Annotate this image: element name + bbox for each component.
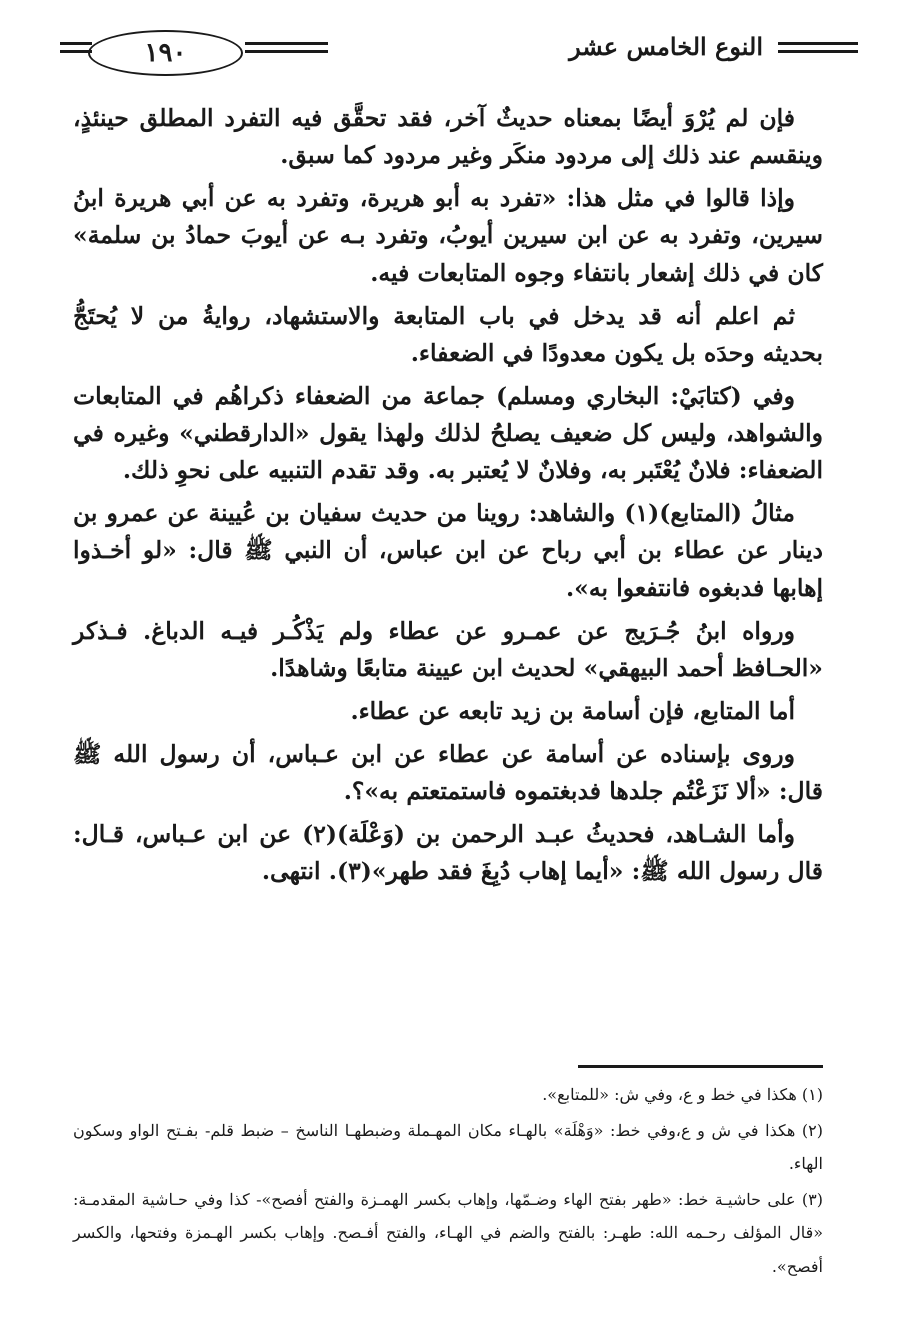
footnote: (١) هكذا في خط و ع، وفي ش: «للمتابع». <box>542 1085 823 1104</box>
footnotes <box>73 1078 823 1286</box>
paragraph: وفي (كتابَيْ: البخاري ومسلم) جماعة من الضعفاء ذكراهُم في المتابعات والشواهد، وليس كل ضعيف يصلحُ لذلك ولهذا يقول «الدارقطني» وغيره في الضعفاء: فلانٌ يُعْتَبر به، وفلانٌ لا يُعتبر به. وقد تقدم التنبيه على نحوِ ذلك. <box>73 381 823 485</box>
paragraph: وأما الشـاهد، فحديثُ عبـد الرحمن بن (وَعْلَة)(٢) عن ابن عـباس، قـال: قال رسول الله ﷺ: «أيما إهاب دُبِغَ فقد طهر»(٣). انتهى. <box>73 820 823 886</box>
page-number-oval <box>88 30 243 76</box>
paragraph: مثالُ (المتابع)(١) والشاهد: روينا من حديث سفيان بن عُيينة عن عمرو بن دينار عن عطاء بن أبي رباح عن ابن عباس، أن النبي ﷺ قال: «لو أخـذوا إهابها فدبغوه فانتفعوا به». <box>73 499 823 602</box>
footnote: (٣) على حاشيـة خط: «طهر بفتح الهاء وضـمّها، وإهاب بكسر الهمـزة والفتح أفصح»- كذا وفي حـاشية المقدمـة: «قال المؤلف رحـمه الله: طهـر: بالفتح والضم في الهـاء، والفتح أفـصح. وإهاب بكسر الهـمزة وفتحها، والكسر أفصح». <box>73 1189 824 1276</box>
page-number: ١٩٠ <box>144 38 187 68</box>
paragraph: ثم اعلم أنه قد يدخل في باب المتابعة والاستشهاد، روايةُ من لا يُحتَجُّ بحديثه وحدَه بل يكون معدودًا في الضعفاء. <box>73 301 823 367</box>
paragraph: أما المتابع، فإن أسامة بن زيد تابعه عن عطاء. <box>350 696 795 725</box>
main-text <box>73 100 823 897</box>
paragraph: وإذا قالوا في مثل هذا: «تفرد به أبو هريرة، وتفرد به عن أبي هريرة ابنُ سيرين، وتفرد به عن ابن سيرين أيوبُ، وتفرد بـه عن أيوبَ حمادُ بن سلمة» كان في ذلك إشعار بانتفاء وجوه المتابعات فيه. <box>73 184 823 287</box>
page-header <box>60 28 858 80</box>
paragraph: فإن لم يُرْوَ أيضًا بمعناه حديثٌ آخر، فقد تحقَّق فيه التفرد المطلق حينئذٍ، وينقسم عند ذلك إلى مردود منكَر وغير مردود كما سبق. <box>73 104 823 170</box>
header-rule-left <box>245 42 328 54</box>
footnote-divider <box>578 1065 823 1068</box>
header-rule-right <box>778 42 858 54</box>
footnote: (٢) هكذا في ش و ع،وفي خط: «وَهْلَة» بالهـاء مكان المهـملة وضبطهـا الناسخ – ضبط قلم- بفـتح الواو وسكون الهاء. <box>73 1120 823 1174</box>
header-rule-far-left <box>60 42 92 54</box>
paragraph: وروى بإسناده عن أسامة عن عطاء عن ابن عـباس، أن رسول الله ﷺ قال: «ألا نَزَعْتُم جلدها فدبغتموه فاستمتعتم به»؟. <box>73 740 823 806</box>
paragraph: ورواه ابنُ جُـرَيج عن عمـرو عن عطاء ولم يَذْكُـر فيـه الدباغ. فـذكر «الحـافظ أحمد البيهقي» لحديث ابن عيينة متابعًا وشاهدًا. <box>73 616 823 682</box>
chapter-title: النوع الخامس عشر <box>569 32 763 61</box>
